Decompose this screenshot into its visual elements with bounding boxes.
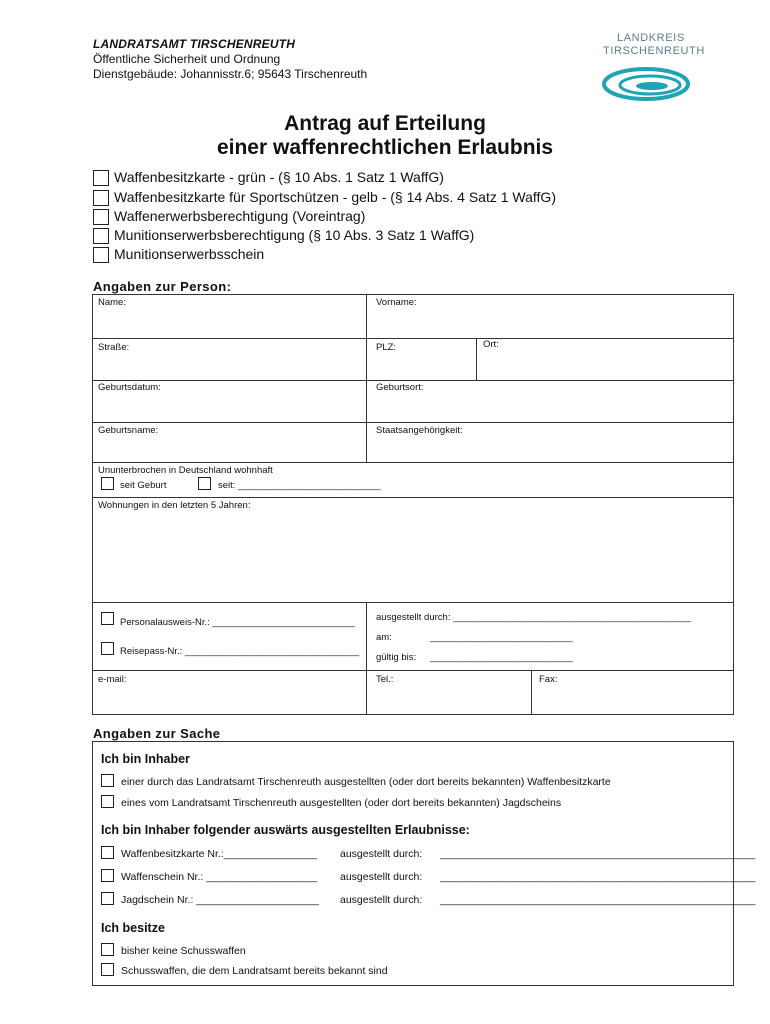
inhaber-wbk-label: einer durch das Landratsamt Tirschenreuth ausgestellten (oder dort bereits bekannten) Waffenbesitzkarte <box>121 776 611 788</box>
field-email[interactable]: e-mail: <box>98 674 127 685</box>
field-fax[interactable]: Fax: <box>539 674 558 685</box>
inhaber-jagdschein-checkbox[interactable] <box>101 795 114 808</box>
auswaerts-jagdschein-issuer-label: ausgestellt durch: <box>340 894 423 906</box>
inhaber-heading: Ich bin Inhaber <box>101 752 190 766</box>
besitze-bekannt-label: Schusswaffen, die dem Landratsamt bereits bekannt sind <box>121 965 388 977</box>
field-vorname[interactable]: Vorname: <box>376 297 417 308</box>
field-auswaerts-wbk-nr[interactable]: Waffenbesitzkarte Nr.:________________ <box>121 848 318 860</box>
field-personalausweis[interactable]: Personalausweis-Nr.: ___________________________ <box>120 617 356 628</box>
permit-checkbox-voreintrag[interactable] <box>93 209 109 225</box>
am-label: am: <box>376 632 392 643</box>
field-plz[interactable]: PLZ: <box>376 342 397 353</box>
seit-geburt-label: seit Geburt <box>120 480 167 491</box>
section-title-sache: Angaben zur Sache <box>93 726 221 741</box>
column-divider <box>366 294 367 462</box>
inhaber-wbk-checkbox[interactable] <box>101 774 114 787</box>
reisepass-checkbox[interactable] <box>101 642 114 655</box>
department-name: Öffentliche Sicherheit und Ordnung <box>93 52 281 66</box>
auswaerts-waffenschein-checkbox[interactable] <box>101 869 114 882</box>
seit-field[interactable]: seit: ___________________________ <box>218 480 381 491</box>
permit-checkbox-wbk-gruen[interactable] <box>93 170 109 186</box>
divider <box>92 602 734 603</box>
logo-line-2: TIRSCHENREUTH <box>603 45 705 57</box>
field-geburtsname[interactable]: Geburtsname: <box>98 425 159 436</box>
field-reisepass[interactable]: Reisepass-Nr.: _________________________________ <box>120 646 360 657</box>
inhaber-jagdschein-label: eines vom Landratsamt Tirschenreuth ausgestellten (oder dort bereits bekannten) Jagdscheins <box>121 797 562 809</box>
section-title-person: Angaben zur Person: <box>93 279 232 294</box>
field-am[interactable]: ___________________________ <box>430 632 573 643</box>
field-auswaerts-wbk-issuer[interactable]: ______________________________________________________ <box>440 848 756 860</box>
logo-line-1: LANDKREIS <box>617 32 685 44</box>
district-logo-text <box>603 32 705 58</box>
besitze-keine-label: bisher keine Schusswaffen <box>121 945 246 957</box>
auswaerts-heading: Ich bin Inhaber folgender auswärts ausgestellten Erlaubnisse: <box>101 823 470 837</box>
gueltig-bis-label: gültig bis: <box>376 652 417 663</box>
field-tel[interactable]: Tel.: <box>376 674 394 685</box>
permit-label-voreintrag: Waffenerwerbsberechtigung (Voreintrag) <box>114 208 366 224</box>
auswaerts-wbk-checkbox[interactable] <box>101 846 114 859</box>
column-divider <box>476 338 477 380</box>
field-auswaerts-jagdschein-nr[interactable]: Jagdschein Nr.: _____________________ <box>121 894 319 906</box>
personalausweis-checkbox[interactable] <box>101 612 114 625</box>
field-wohnungen[interactable]: Wohnungen in den letzten 5 Jahren: <box>98 500 251 511</box>
permit-checkbox-munitionserwerbsschein[interactable] <box>93 247 109 263</box>
permit-label-wbk-gelb: Waffenbesitzkarte für Sportschützen - gelb - (§ 14 Abs. 4 Satz 1 WaffG) <box>114 189 556 205</box>
field-auswaerts-waffenschein-nr[interactable]: Waffenschein Nr.: ___________________ <box>121 871 318 883</box>
divider <box>92 338 734 339</box>
field-auswaerts-waffenschein-issuer[interactable]: ______________________________________________________ <box>440 871 756 883</box>
seit-geburt-checkbox[interactable] <box>101 477 114 490</box>
field-strasse[interactable]: Straße: <box>98 342 130 353</box>
column-divider <box>366 602 367 715</box>
divider <box>92 462 734 463</box>
auswaerts-jagdschein-checkbox[interactable] <box>101 892 114 905</box>
office-address: Dienstgebäude: Johannisstr.6; 95643 Tirschenreuth <box>93 67 368 81</box>
permit-label-munitionserwerbsberechtigung: Munitionserwerbsberechtigung (§ 10 Abs. 3 Satz 1 WaffG) <box>114 227 475 243</box>
permit-checkbox-munitionserwerbsberechtigung[interactable] <box>93 228 109 244</box>
field-ausgestellt-durch[interactable]: ausgestellt durch: _____________________________________________ <box>376 612 691 623</box>
seit-checkbox[interactable] <box>198 477 211 490</box>
field-gueltig-bis[interactable]: ___________________________ <box>430 652 573 663</box>
divider <box>92 670 734 671</box>
residence-label: Ununterbrochen in Deutschland wohnhaft <box>98 465 273 476</box>
field-ort[interactable]: Ort: <box>483 339 499 350</box>
permit-checkbox-wbk-gelb[interactable] <box>93 190 109 206</box>
field-auswaerts-jagdschein-issuer[interactable]: ______________________________________________________ <box>440 894 756 906</box>
divider <box>92 497 734 498</box>
permit-label-munitionserwerbsschein: Munitionserwerbsschein <box>114 246 265 262</box>
besitze-heading: Ich besitze <box>101 921 165 935</box>
district-logo-icon <box>600 62 700 104</box>
besitze-bekannt-checkbox[interactable] <box>101 963 114 976</box>
permit-label-wbk-gruen: Waffenbesitzkarte - grün - (§ 10 Abs. 1 Satz 1 WaffG) <box>114 169 444 185</box>
besitze-keine-checkbox[interactable] <box>101 943 114 956</box>
field-geburtsdatum[interactable]: Geburtsdatum: <box>98 382 161 393</box>
divider <box>92 380 734 381</box>
form-title-line-1: Antrag auf Erteilung <box>284 112 486 135</box>
field-geburtsort[interactable]: Geburtsort: <box>376 382 424 393</box>
field-staatsangehoerigkeit[interactable]: Staatsangehörigkeit: <box>376 425 463 436</box>
field-name[interactable]: Name: <box>98 297 126 308</box>
form-title-line-2: einer waffenrechtlichen Erlaubnis <box>216 136 554 159</box>
auswaerts-wbk-issuer-label: ausgestellt durch: <box>340 848 423 860</box>
office-name: LANDRATSAMT TIRSCHENREUTH <box>93 37 296 51</box>
divider <box>92 422 734 423</box>
column-divider <box>531 670 532 715</box>
auswaerts-waffenschein-issuer-label: ausgestellt durch: <box>340 871 423 883</box>
